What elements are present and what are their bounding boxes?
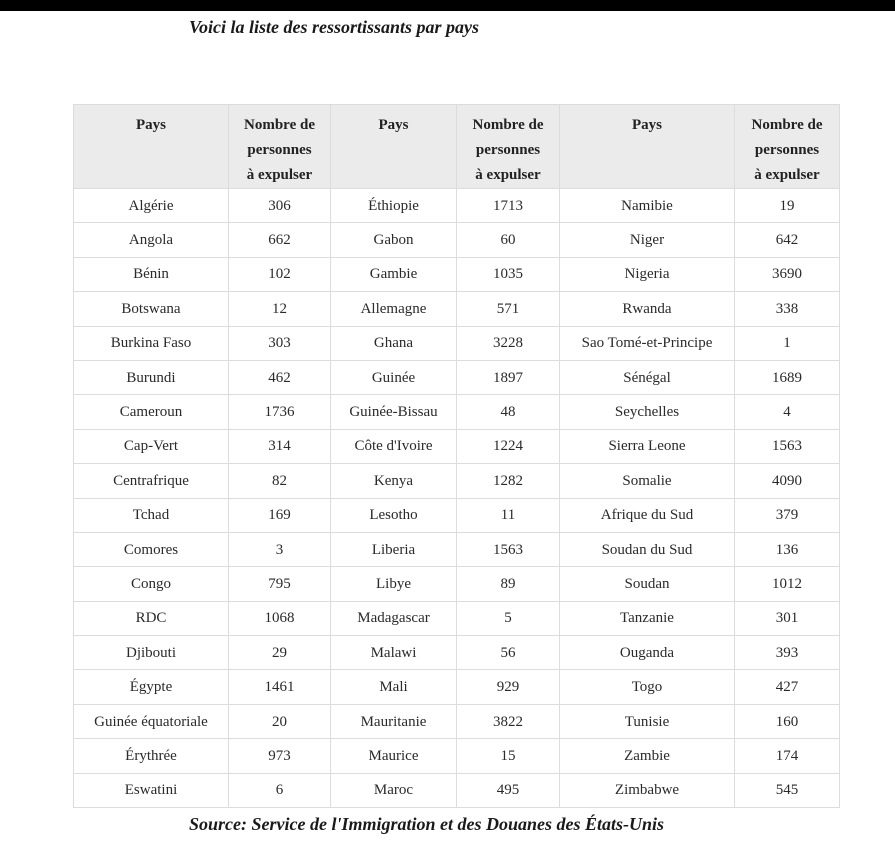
count-cell: 393 xyxy=(735,636,840,670)
table-row xyxy=(74,532,840,566)
header-row xyxy=(74,105,840,189)
country-cell: Niger xyxy=(560,223,735,257)
country-cell: Burundi xyxy=(74,360,229,394)
table-row xyxy=(74,670,840,704)
country-cell: Eswatini xyxy=(74,773,229,807)
count-cell: 11 xyxy=(457,498,560,532)
country-cell: Cameroun xyxy=(74,395,229,429)
country-cell: Soudan du Sud xyxy=(560,532,735,566)
country-cell: Seychelles xyxy=(560,395,735,429)
count-cell: 4090 xyxy=(735,464,840,498)
country-cell: Botswana xyxy=(74,292,229,326)
count-cell: 82 xyxy=(229,464,331,498)
header-country-3: Pays xyxy=(560,105,735,189)
header-count-line: personnes xyxy=(247,142,312,158)
header-country-2: Pays xyxy=(331,105,457,189)
header-count-2 xyxy=(457,105,560,189)
country-cell: Allemagne xyxy=(331,292,457,326)
country-cell: Maroc xyxy=(331,773,457,807)
count-cell: 427 xyxy=(735,670,840,704)
count-cell: 642 xyxy=(735,223,840,257)
table-row xyxy=(74,464,840,498)
table-row xyxy=(74,567,840,601)
count-cell: 1012 xyxy=(735,567,840,601)
count-cell: 20 xyxy=(229,704,331,738)
header-count-line: Nombre de xyxy=(751,117,823,133)
table-row xyxy=(74,395,840,429)
table-row xyxy=(74,360,840,394)
country-cell: Tanzanie xyxy=(560,601,735,635)
table-row xyxy=(74,292,840,326)
country-cell: Mauritanie xyxy=(331,704,457,738)
country-cell: Gambie xyxy=(331,257,457,291)
header-count-line: Nombre de xyxy=(244,117,315,133)
country-cell: Djibouti xyxy=(74,636,229,670)
count-cell: 301 xyxy=(735,601,840,635)
country-cell: Ghana xyxy=(331,326,457,360)
count-cell: 136 xyxy=(735,532,840,566)
country-cell: Sénégal xyxy=(560,360,735,394)
table-row xyxy=(74,429,840,463)
country-cell: Érythrée xyxy=(74,739,229,773)
country-cell: Gabon xyxy=(331,223,457,257)
country-cell: Togo xyxy=(560,670,735,704)
count-cell: 462 xyxy=(229,360,331,394)
country-cell: Kenya xyxy=(331,464,457,498)
count-cell: 89 xyxy=(457,567,560,601)
count-cell: 29 xyxy=(229,636,331,670)
count-cell: 6 xyxy=(229,773,331,807)
country-cell: Cap-Vert xyxy=(74,429,229,463)
count-cell: 174 xyxy=(735,739,840,773)
header-count-line: à expulser xyxy=(246,167,313,183)
country-cell: Zimbabwe xyxy=(560,773,735,807)
country-cell: RDC xyxy=(74,601,229,635)
header-country-1: Pays xyxy=(74,105,229,189)
count-cell: 314 xyxy=(229,429,331,463)
count-cell: 3822 xyxy=(457,704,560,738)
count-cell: 303 xyxy=(229,326,331,360)
country-cell: Liberia xyxy=(331,532,457,566)
header-count-line: à expulser xyxy=(754,167,820,183)
count-cell: 1563 xyxy=(735,429,840,463)
country-cell: Sao Tomé-et-Principe xyxy=(560,326,735,360)
count-cell: 160 xyxy=(735,704,840,738)
country-cell: Nigeria xyxy=(560,257,735,291)
country-cell: Angola xyxy=(74,223,229,257)
count-cell: 48 xyxy=(457,395,560,429)
count-cell: 4 xyxy=(735,395,840,429)
table-row xyxy=(74,636,840,670)
count-cell: 306 xyxy=(229,189,331,223)
country-cell: Afrique du Sud xyxy=(560,498,735,532)
table-row xyxy=(74,601,840,635)
count-cell: 1282 xyxy=(457,464,560,498)
country-cell: Égypte xyxy=(74,670,229,704)
count-cell: 571 xyxy=(457,292,560,326)
table-row xyxy=(74,257,840,291)
count-cell: 56 xyxy=(457,636,560,670)
table-row xyxy=(74,189,840,223)
count-cell: 3228 xyxy=(457,326,560,360)
count-cell: 5 xyxy=(457,601,560,635)
country-cell: Madagascar xyxy=(331,601,457,635)
top-bar xyxy=(0,0,895,11)
table-row xyxy=(74,704,840,738)
header-count-line: personnes xyxy=(475,142,541,158)
country-cell: Rwanda xyxy=(560,292,735,326)
country-cell: Bénin xyxy=(74,257,229,291)
country-cell: Tunisie xyxy=(560,704,735,738)
country-cell: Éthiopie xyxy=(331,189,457,223)
country-cell: Burkina Faso xyxy=(74,326,229,360)
country-cell: Côte d'Ivoire xyxy=(331,429,457,463)
table-container xyxy=(73,104,840,808)
header-count-1 xyxy=(229,105,331,189)
country-cell: Mali xyxy=(331,670,457,704)
table-row xyxy=(74,223,840,257)
country-cell: Guinée xyxy=(331,360,457,394)
country-cell: Malawi xyxy=(331,636,457,670)
count-cell: 3690 xyxy=(735,257,840,291)
count-cell: 662 xyxy=(229,223,331,257)
count-cell: 795 xyxy=(229,567,331,601)
country-cell: Congo xyxy=(74,567,229,601)
count-cell: 929 xyxy=(457,670,560,704)
count-cell: 973 xyxy=(229,739,331,773)
count-cell: 1035 xyxy=(457,257,560,291)
count-cell: 102 xyxy=(229,257,331,291)
count-cell: 15 xyxy=(457,739,560,773)
country-cell: Algérie xyxy=(74,189,229,223)
count-cell: 379 xyxy=(735,498,840,532)
country-cell: Somalie xyxy=(560,464,735,498)
count-cell: 19 xyxy=(735,189,840,223)
country-cell: Zambie xyxy=(560,739,735,773)
country-cell: Sierra Leone xyxy=(560,429,735,463)
country-cell: Namibie xyxy=(560,189,735,223)
count-cell: 1461 xyxy=(229,670,331,704)
expulsions-table xyxy=(73,104,840,808)
count-cell: 12 xyxy=(229,292,331,326)
table-row xyxy=(74,773,840,807)
count-cell: 169 xyxy=(229,498,331,532)
country-cell: Centrafrique xyxy=(74,464,229,498)
header-count-line: Nombre de xyxy=(472,117,544,133)
count-cell: 1068 xyxy=(229,601,331,635)
table-row xyxy=(74,498,840,532)
country-cell: Guinée équatoriale xyxy=(74,704,229,738)
source-text: Source: Service de l'Immigration et des Douanes des États-Unis xyxy=(189,814,665,834)
count-cell: 1 xyxy=(735,326,840,360)
country-cell: Maurice xyxy=(331,739,457,773)
header-count-line: à expulser xyxy=(475,167,541,183)
count-cell: 1736 xyxy=(229,395,331,429)
country-cell: Libye xyxy=(331,567,457,601)
count-cell: 338 xyxy=(735,292,840,326)
table-row xyxy=(74,326,840,360)
count-cell: 1689 xyxy=(735,360,840,394)
country-cell: Comores xyxy=(74,532,229,566)
country-cell: Lesotho xyxy=(331,498,457,532)
count-cell: 1713 xyxy=(457,189,560,223)
count-cell: 3 xyxy=(229,532,331,566)
country-cell: Soudan xyxy=(560,567,735,601)
count-cell: 60 xyxy=(457,223,560,257)
table-row xyxy=(74,739,840,773)
intro-text: Voici la liste des ressortissants par pays xyxy=(189,17,480,37)
country-cell: Guinée-Bissau xyxy=(331,395,457,429)
count-cell: 1563 xyxy=(457,532,560,566)
count-cell: 1897 xyxy=(457,360,560,394)
country-cell: Tchad xyxy=(74,498,229,532)
table-header xyxy=(74,105,840,189)
count-cell: 495 xyxy=(457,773,560,807)
table-body xyxy=(74,189,840,808)
count-cell: 545 xyxy=(735,773,840,807)
header-count-line: personnes xyxy=(754,142,820,158)
header-count-3 xyxy=(735,105,840,189)
country-cell: Ouganda xyxy=(560,636,735,670)
count-cell: 1224 xyxy=(457,429,560,463)
